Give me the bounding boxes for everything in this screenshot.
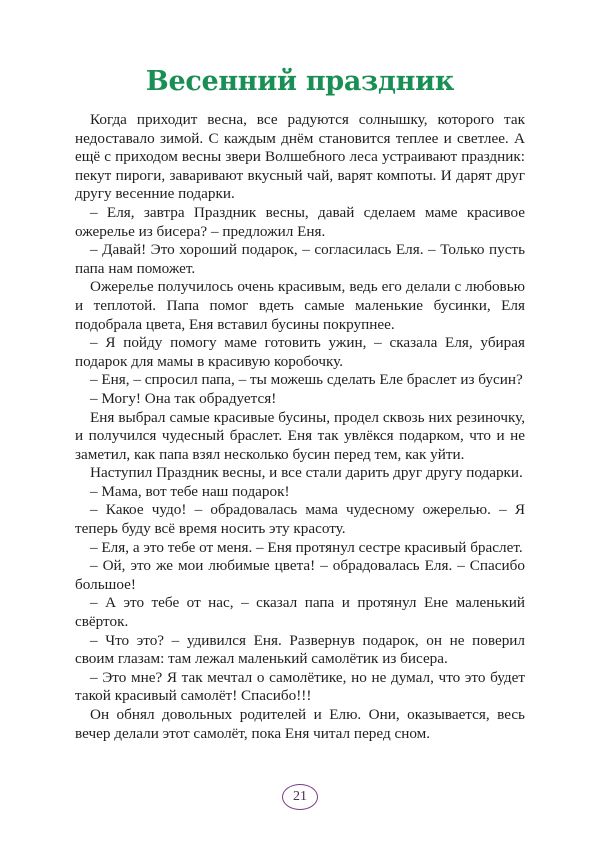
paragraph: – Ой, это же мои любимые цвета! – обрадовалась Еля. – Спасибо большое! [75, 557, 525, 593]
paragraph: – Это мне? Я так мечтал о самолётике, но не думал, что это будет такой красивый самолёт! Спасибо!!! [75, 668, 525, 705]
paragraph: – Давай! Это хороший подарок, – согласилась Еля. – Только пусть папа нам поможет. [75, 241, 525, 277]
paragraph: – Я пойду помогу маме готовить ужин, – сказала Еля, убирая подарок для мамы в красивую коробочку. [75, 334, 525, 370]
paragraph: – А это тебе от нас, – сказал папа и протянул Ене маленький свёрток. [75, 594, 525, 631]
paragraph: Он обнял довольных родителей и Елю. Они, оказывается, весь вечер делали этот самолёт, пока Еня читал перед сном. [75, 706, 525, 742]
paragraph: Когда приходит весна, все радуются солнышку, которого так недоставало зимой. С каждым днём становится теплее и светлее. А ещё с приходом весны звери Волшебного леса устраивают праздник: пекут пироги, заваривают вкусный чай, варят компоты. И дарят друг другу весенние подарки. [75, 111, 525, 203]
paragraph: – Могу! Она так обрадуется! [90, 389, 277, 407]
story-text [75, 111, 525, 743]
paragraph: – Еля, завтра Праздник весны, давай сделаем маме красивое ожерелье из бисера? – предложил Еня. [75, 203, 525, 240]
paragraph: – Какое чудо! – обрадовалась мама чудесному ожерелью. – Я теперь буду всё время носить эту красоту. [75, 501, 525, 538]
paragraph: – Что это? – удивился Еня. Развернув подарок, он не поверил своим глазам: там лежал маленький самолётик из бисера. [75, 631, 525, 668]
page-title: Весенний праздник [145, 66, 455, 97]
paragraph: Наступил Праздник весны, и все стали дарить друг другу подарки. [90, 464, 523, 482]
paragraph: – Еля, а это тебе от меня. – Еня протянул сестре красивый браслет. [90, 538, 523, 556]
paragraph: – Еня, – спросил папа, – ты можешь сделать Еле браслет из бусин? [90, 371, 523, 389]
paragraph: Ожерелье получилось очень красивым, ведь его делали с любовью и теплотой. Папа помог вдеть самые маленькие бусинки, Еля подобрала цвета, Еня вставил бусины покрупнее. [75, 278, 525, 333]
paragraph: Еня выбрал самые красивые бусины, продел сквозь них резиночку, и получился чудесный браслет. Еня так увлёкся подарком, что и не заметил, как папа взял несколько бусин перед тем, как уйти. [75, 408, 525, 463]
paragraph: – Мама, вот тебе наш подарок! [90, 482, 290, 500]
page-number: 21 [282, 784, 318, 810]
